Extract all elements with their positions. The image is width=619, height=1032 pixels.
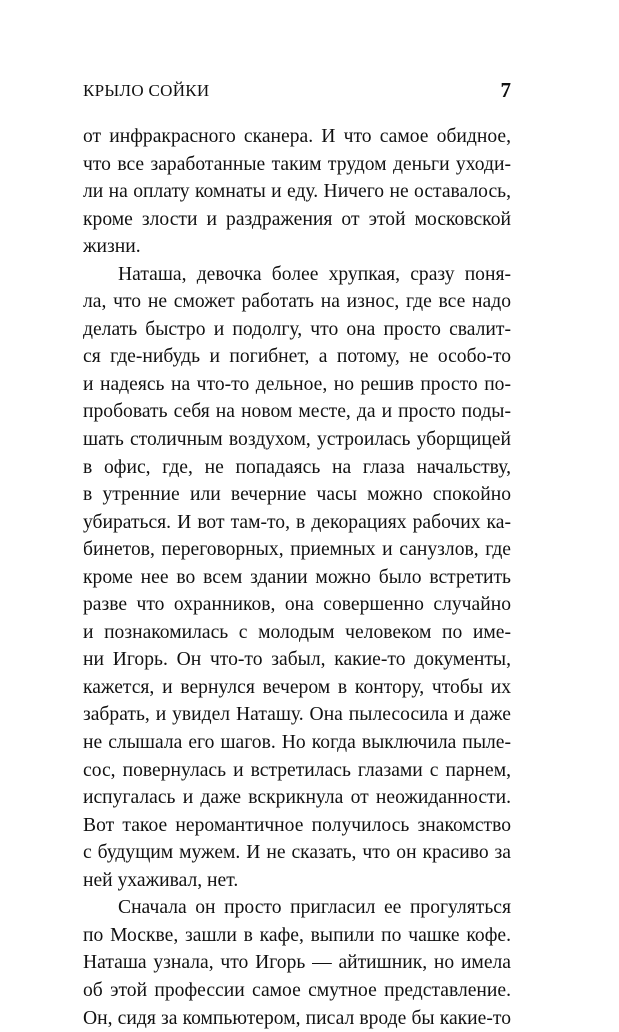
text-line: и надеясь на что-то дельное, но решив просто по- — [83, 371, 511, 399]
text-line: кроме нее во всем здании можно было встретить — [83, 564, 511, 592]
text-line: ли на оплату комнаты и еду. Ничего не оставалось, — [83, 178, 511, 206]
text-line: испугалась и даже вскрикнула от неожиданности. — [83, 784, 511, 812]
text-line: Вот такое неромантичное получилось знакомство — [83, 812, 511, 840]
text-line: сос, повернулась и встретилась глазами с парнем, — [83, 757, 511, 785]
page-number: 7 — [501, 78, 512, 103]
text-line: в офис, где, не попадаясь на глаза начальству, — [83, 454, 511, 482]
text-line: Наташа, девочка более хрупкая, сразу поня- — [83, 261, 511, 289]
text-line: кроме злости и раздражения от этой московской — [83, 206, 511, 234]
text-line: шать столичным воздухом, устроилась уборщицей — [83, 426, 511, 454]
running-head-title: КРЫЛО СОЙКИ — [83, 81, 209, 101]
text-line: Он, сидя за компьютером, писал вроде бы какие-то — [83, 1005, 511, 1032]
text-line: в утренние или вечерние часы можно спокойно — [83, 481, 511, 509]
text-line: делать быстро и подолгу, что она просто свалит- — [83, 316, 511, 344]
text-line: ни Игорь. Он что-то забыл, какие-то документы, — [83, 646, 511, 674]
text-line: Наташа узнала, что Игорь — айтишник, но имела — [83, 949, 511, 977]
text-line: Сначала он просто пригласил ее прогуляться — [83, 894, 511, 922]
text-line: об этой профессии самое смутное представление. — [83, 977, 511, 1005]
text-line: с будущим мужем. И не сказать, что он красиво за — [83, 839, 511, 867]
text-line: забрать, и увидел Наташу. Она пылесосила и даже — [83, 701, 511, 729]
page-header — [83, 78, 511, 108]
text-line: разве что охранников, она совершенно случайно — [83, 591, 511, 619]
text-line: жизни. — [83, 233, 511, 261]
text-line: ся где-нибудь и погибнет, а потому, не особо-то — [83, 343, 511, 371]
text-line: ней ухаживал, нет. — [83, 867, 511, 895]
body-text — [83, 123, 511, 1032]
text-line: что все заработанные таким трудом деньги уходи- — [83, 151, 511, 179]
text-line: от инфракрасного сканера. И что самое обидное, — [83, 123, 511, 151]
text-line: пробовать себя на новом месте, да и просто поды- — [83, 398, 511, 426]
text-line: и познакомилась с молодым человеком по име- — [83, 619, 511, 647]
text-line: бинетов, переговорных, приемных и санузлов, где — [83, 536, 511, 564]
text-line: не слышала его шагов. Но когда выключила пыле- — [83, 729, 511, 757]
text-line: ла, что не сможет работать на износ, где все надо — [83, 288, 511, 316]
text-line: по Москве, зашли в кафе, выпили по чашке кофе. — [83, 922, 511, 950]
text-line: убираться. И вот там-то, в декорациях рабочих ка- — [83, 509, 511, 537]
text-line: кажется, и вернулся вечером в контору, чтобы их — [83, 674, 511, 702]
